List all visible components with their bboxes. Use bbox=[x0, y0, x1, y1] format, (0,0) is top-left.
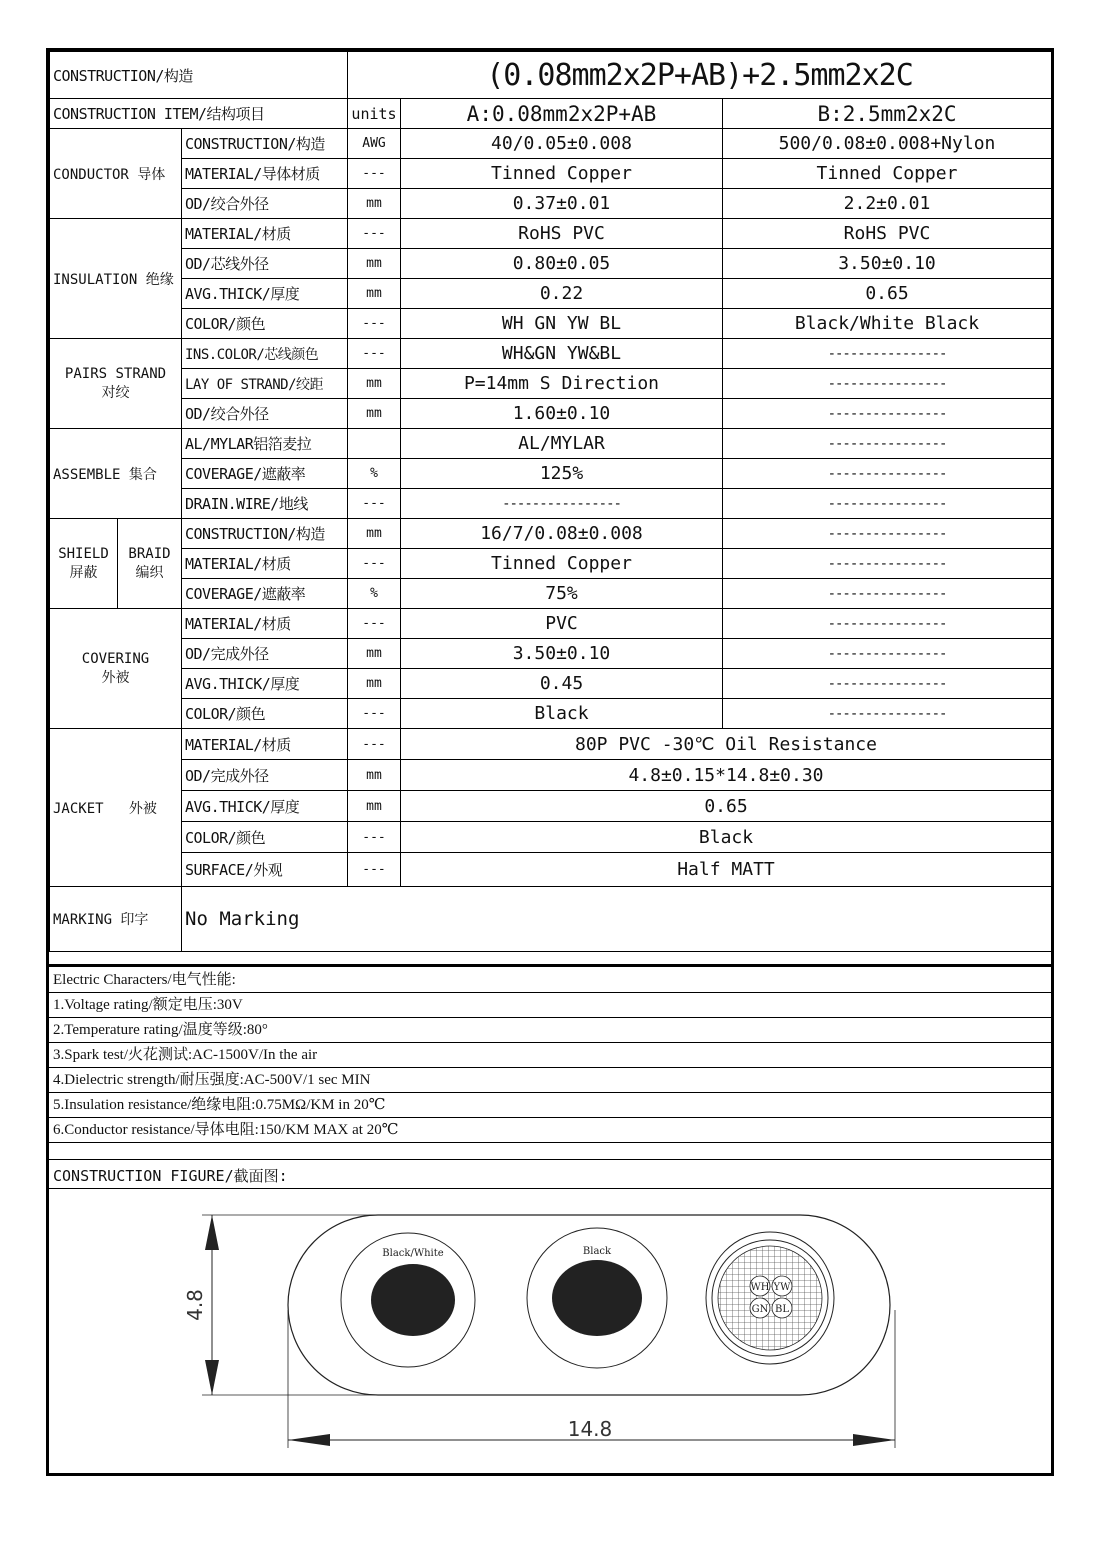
row-value-a: 1.60±0.10 bbox=[401, 399, 723, 429]
row-unit: --- bbox=[348, 609, 401, 639]
row-unit: mm bbox=[348, 399, 401, 429]
row-value-b: ---------------- bbox=[723, 519, 1052, 549]
electric-line: 1.Voltage rating/额定电压:30V bbox=[49, 993, 1051, 1018]
row-unit: mm bbox=[348, 279, 401, 309]
row-item: OD/完成外径 bbox=[182, 639, 348, 669]
row-value-a: 0.80±0.05 bbox=[401, 249, 723, 279]
row-value-b: ---------------- bbox=[723, 399, 1052, 429]
row-value-b: ---------------- bbox=[723, 459, 1052, 489]
row-item: CONSTRUCTION/构造 bbox=[182, 519, 348, 549]
row-value-b: RoHS PVC bbox=[723, 219, 1052, 249]
group-shield-en: SHIELD bbox=[58, 545, 109, 562]
row-item: COVERAGE/遮蔽率 bbox=[182, 459, 348, 489]
row-unit: --- bbox=[348, 699, 401, 729]
row-unit: --- bbox=[348, 489, 401, 519]
row-value-ab: 80P PVC -30℃ Oil Resistance bbox=[401, 729, 1052, 760]
group-jacket: JACKET 外被 bbox=[50, 729, 182, 887]
row-unit: mm bbox=[348, 249, 401, 279]
pair-label-gn: GN bbox=[751, 1304, 769, 1315]
row-item: MATERIAL/材质 bbox=[182, 729, 348, 760]
group-braid-cn: 编织 bbox=[135, 564, 164, 581]
row-item: SURFACE/外观 bbox=[182, 853, 348, 887]
height-dim-label: 4.8 bbox=[183, 1289, 207, 1321]
row-unit: % bbox=[348, 579, 401, 609]
group-pairs-strand-en: PAIRS STRAND bbox=[64, 365, 167, 382]
row-value-b: Black/White Black bbox=[723, 309, 1052, 339]
row-value-a: 3.50±0.10 bbox=[401, 639, 723, 669]
row-value-a: 0.45 bbox=[401, 669, 723, 699]
row-unit: mm bbox=[348, 369, 401, 399]
group-shield bbox=[50, 519, 118, 609]
electric-line: 4.Dielectric strength/耐压强度:AC-500V/1 sec MIN bbox=[49, 1068, 1051, 1093]
group-marking: MARKING 印字 bbox=[50, 887, 182, 952]
row-value-b: 3.50±0.10 bbox=[723, 249, 1052, 279]
row-value-a: WH&GN YW&BL bbox=[401, 339, 723, 369]
row-value-b: ---------------- bbox=[723, 609, 1052, 639]
spec-table bbox=[49, 51, 1052, 952]
figure-label: CONSTRUCTION FIGURE/截面图: bbox=[49, 1159, 1051, 1189]
electric-characters bbox=[49, 968, 1051, 1143]
row-item: OD/芯线外径 bbox=[182, 249, 348, 279]
row-unit: mm bbox=[348, 639, 401, 669]
row-value-a: ---------------- bbox=[401, 489, 723, 519]
row-item: COLOR/颜色 bbox=[182, 309, 348, 339]
row-unit: % bbox=[348, 459, 401, 489]
construction-value: (0.08mm2x2P+AB)+2.5mm2x2C bbox=[348, 52, 1052, 99]
row-value-a: 0.22 bbox=[401, 279, 723, 309]
row-value-a: Tinned Copper bbox=[401, 549, 723, 579]
row-value-a: 125% bbox=[401, 459, 723, 489]
pair-label-wh: WH bbox=[750, 1282, 770, 1293]
row-item: CONSTRUCTION/构造 bbox=[182, 129, 348, 159]
row-item: INS.COLOR/芯线颜色 bbox=[182, 339, 348, 369]
row-item: OD/绞合外径 bbox=[182, 399, 348, 429]
row-value-b: ---------------- bbox=[723, 639, 1052, 669]
row-unit: --- bbox=[348, 219, 401, 249]
row-value-a: 75% bbox=[401, 579, 723, 609]
row-item: AVG.THICK/厚度 bbox=[182, 791, 348, 822]
pair-label-bl: BL bbox=[775, 1304, 789, 1315]
row-item: MATERIAL/材质 bbox=[182, 609, 348, 639]
group-pairs-strand bbox=[50, 339, 182, 429]
row-unit: --- bbox=[348, 853, 401, 887]
row-value-b: ---------------- bbox=[723, 489, 1052, 519]
electric-line: 5.Insulation resistance/绝缘电阻:0.75MΩ/KM in 20℃ bbox=[49, 1093, 1051, 1118]
arrow-left-icon bbox=[288, 1434, 330, 1446]
row-item: OD/绞合外径 bbox=[182, 189, 348, 219]
row-unit: mm bbox=[348, 669, 401, 699]
group-pairs-strand-cn: 对绞 bbox=[101, 384, 130, 401]
row-unit: mm bbox=[348, 791, 401, 822]
construction-label: CONSTRUCTION/构造 bbox=[50, 52, 348, 99]
row-item: OD/完成外径 bbox=[182, 760, 348, 791]
row-item: COLOR/颜色 bbox=[182, 699, 348, 729]
core-2-label: Black bbox=[582, 1246, 612, 1257]
row-value-a: WH GN YW BL bbox=[401, 309, 723, 339]
row-item: COLOR/颜色 bbox=[182, 822, 348, 853]
width-dim-label: 14.8 bbox=[567, 1417, 613, 1441]
core-2-conductor bbox=[552, 1260, 642, 1336]
row-unit: --- bbox=[348, 339, 401, 369]
core-1-conductor bbox=[371, 1264, 455, 1336]
row-item: MATERIAL/材质 bbox=[182, 549, 348, 579]
pair-braid-mesh bbox=[718, 1246, 822, 1350]
row-value-ab: Half MATT bbox=[401, 853, 1052, 887]
row-value-b: ---------------- bbox=[723, 579, 1052, 609]
row-value-a: RoHS PVC bbox=[401, 219, 723, 249]
row-item: AVG.THICK/厚度 bbox=[182, 669, 348, 699]
electric-line: 2.Temperature rating/温度等级:80° bbox=[49, 1018, 1051, 1043]
row-value-b: ---------------- bbox=[723, 699, 1052, 729]
row-item: MATERIAL/导体材质 bbox=[182, 159, 348, 189]
electric-line: 6.Conductor resistance/导体电阻:150/KM MAX at 20℃ bbox=[49, 1118, 1051, 1143]
row-unit: mm bbox=[348, 760, 401, 791]
row-item: AVG.THICK/厚度 bbox=[182, 279, 348, 309]
row-item: AL/MYLAR铝箔麦拉 bbox=[182, 429, 348, 459]
row-value-b: ---------------- bbox=[723, 339, 1052, 369]
group-shield-cn: 屏蔽 bbox=[69, 564, 98, 581]
group-braid bbox=[118, 519, 182, 609]
row-unit: --- bbox=[348, 549, 401, 579]
row-unit bbox=[348, 429, 401, 459]
row-item: COVERAGE/遮蔽率 bbox=[182, 579, 348, 609]
group-conductor: CONDUCTOR 导体 bbox=[50, 129, 182, 219]
units-label: units bbox=[348, 99, 401, 129]
row-value-a: PVC bbox=[401, 609, 723, 639]
row-unit: AWG bbox=[348, 129, 401, 159]
row-item: MATERIAL/材质 bbox=[182, 219, 348, 249]
group-assemble: ASSEMBLE 集合 bbox=[50, 429, 182, 519]
row-value-a: 40/0.05±0.008 bbox=[401, 129, 723, 159]
row-value-b: 0.65 bbox=[723, 279, 1052, 309]
row-item: LAY OF STRAND/绞距 bbox=[182, 369, 348, 399]
group-insulation: INSULATION 绝缘 bbox=[50, 219, 182, 339]
pair-label-yw: YW bbox=[773, 1282, 791, 1293]
arrow-right-icon bbox=[853, 1434, 895, 1446]
electric-heading: Electric Characters/电气性能: bbox=[49, 968, 1051, 993]
row-unit: --- bbox=[348, 309, 401, 339]
row-unit: mm bbox=[348, 189, 401, 219]
col-a-header: A:0.08mm2x2P+AB bbox=[401, 99, 723, 129]
row-value-ab: 0.65 bbox=[401, 791, 1052, 822]
cross-section-figure bbox=[150, 1160, 910, 1460]
row-value-b: ---------------- bbox=[723, 369, 1052, 399]
row-value-b: ---------------- bbox=[723, 669, 1052, 699]
row-value-a: P=14mm S Direction bbox=[401, 369, 723, 399]
row-value-a: 0.37±0.01 bbox=[401, 189, 723, 219]
row-unit: mm bbox=[348, 519, 401, 549]
marking-value: No Marking bbox=[182, 887, 1052, 952]
group-braid-en: BRAID bbox=[128, 545, 171, 562]
construction-item-label: CONSTRUCTION ITEM/结构项目 bbox=[50, 99, 348, 129]
row-value-b: 500/0.08±0.008+Nylon bbox=[723, 129, 1052, 159]
group-covering-cn: 外被 bbox=[101, 669, 130, 686]
group-covering-en: COVERING bbox=[81, 650, 150, 667]
row-item: DRAIN.WIRE/地线 bbox=[182, 489, 348, 519]
row-value-b: ---------------- bbox=[723, 549, 1052, 579]
row-value-b: 2.2±0.01 bbox=[723, 189, 1052, 219]
row-unit: --- bbox=[348, 729, 401, 760]
arrow-up-icon bbox=[205, 1215, 219, 1250]
col-b-header: B:2.5mm2x2C bbox=[723, 99, 1052, 129]
electric-line: 3.Spark test/火花测试:AC-1500V/In the air bbox=[49, 1043, 1051, 1068]
row-value-b: ---------------- bbox=[723, 429, 1052, 459]
arrow-down-icon bbox=[205, 1360, 219, 1395]
group-covering bbox=[50, 609, 182, 729]
row-value-a: AL/MYLAR bbox=[401, 429, 723, 459]
core-1-label: Black/White bbox=[382, 1248, 444, 1259]
section-divider bbox=[49, 964, 1051, 967]
row-value-a: 16/7/0.08±0.008 bbox=[401, 519, 723, 549]
row-value-a: Black bbox=[401, 699, 723, 729]
row-unit: --- bbox=[348, 822, 401, 853]
row-value-ab: 4.8±0.15*14.8±0.30 bbox=[401, 760, 1052, 791]
row-value-a: Tinned Copper bbox=[401, 159, 723, 189]
row-value-ab: Black bbox=[401, 822, 1052, 853]
row-unit: --- bbox=[348, 159, 401, 189]
row-value-b: Tinned Copper bbox=[723, 159, 1052, 189]
